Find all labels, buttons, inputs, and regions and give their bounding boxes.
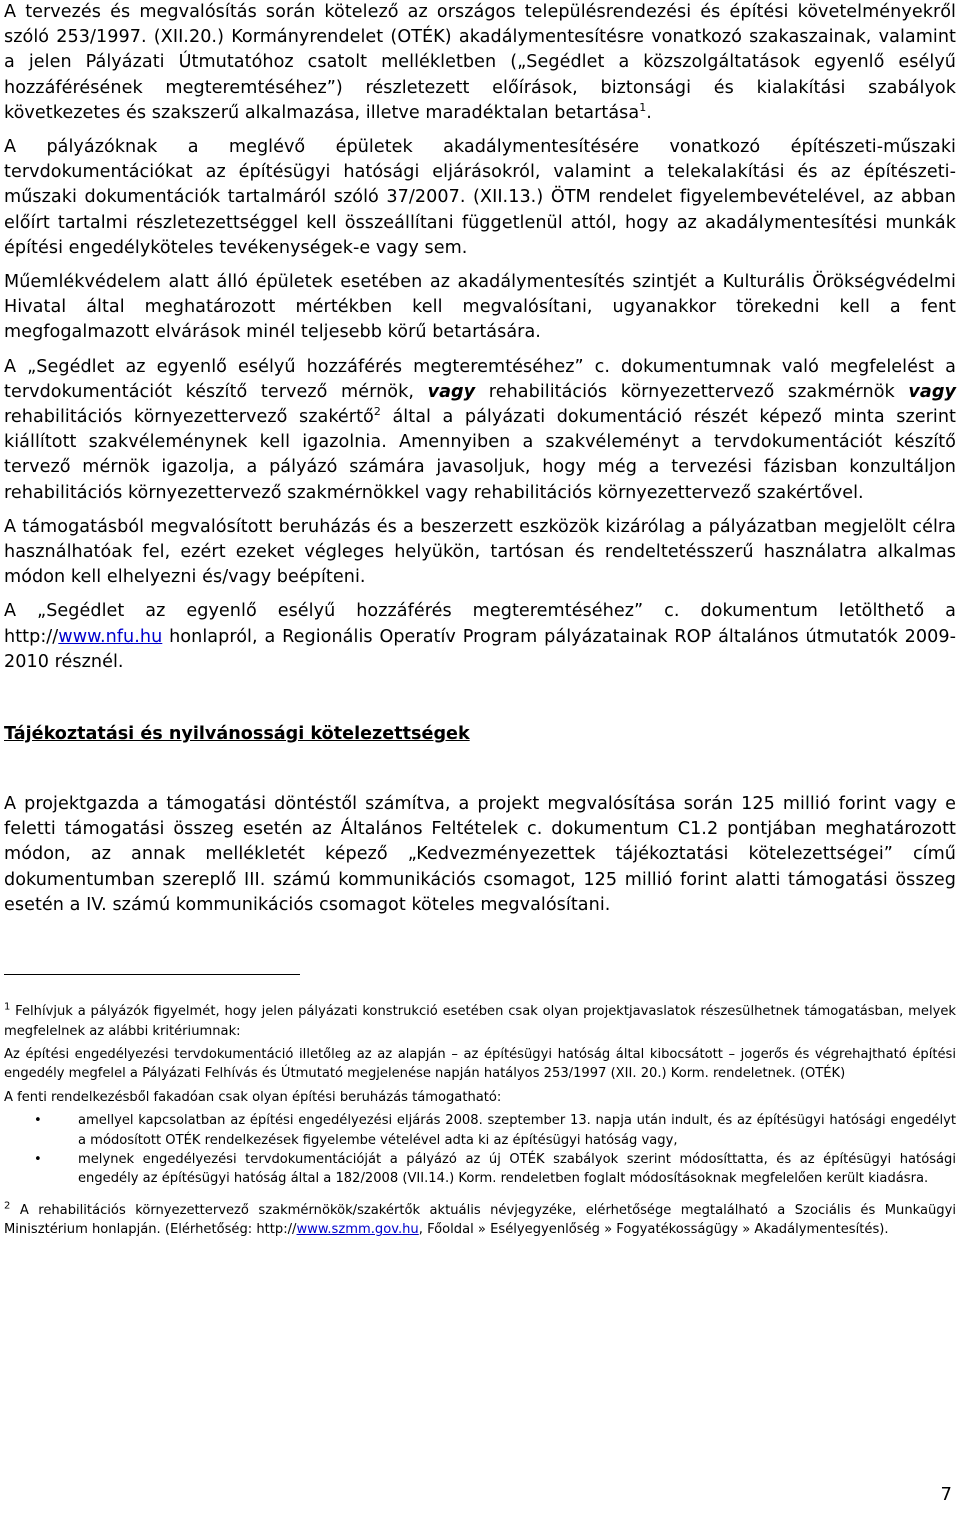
page-number: 7 bbox=[940, 1484, 952, 1505]
list-item bbox=[34, 1150, 956, 1189]
paragraph-text: honlapról, a Regionális Operatív Program pályázatainak ROP általános útmutatók 2009-2010 résznél. bbox=[4, 626, 956, 672]
list-item-text: amellyel kapcsolatban az építési engedélyezési eljárás 2008. szeptember 13. napja után indult, és az építésügyi hatósági engedélyt a módosított OTÉK rendelkezések figyelembe vételével adta ki az építésügyi hatóság vagy, bbox=[78, 1113, 956, 1148]
paragraph-text: A „Segédlet az egyenlő esélyű hozzáférés megteremtéséhez” c. dokumentum letölthető a http:// bbox=[4, 601, 956, 647]
paragraph-guide-compliance bbox=[4, 355, 956, 506]
footnote-1-paragraph-3: A fenti rendelkezésből fakadóan csak olyan építési beruházás támogatható: bbox=[4, 1089, 502, 1105]
footnote-1-paragraph-2: Az építési engedélyezési tervdokumentáció illetőleg az az alapján – az építésügyi hatóság által kibocsátott – jogerős és végrehajtható építési engedély megfelel a Pályázati Felhívás és Útmutató megjelenése napján hatályos 253/1997 (XII. 20.) Korm. rendeletnek. (OTÉK) bbox=[4, 1046, 956, 1082]
bullet-icon: • bbox=[34, 1151, 42, 1167]
document-page bbox=[4, 0, 956, 1240]
paragraph-text: rehabilitációs környezettervező szakmérnök bbox=[475, 381, 909, 402]
paragraph-communication-obligations: A projektgazda a támogatási döntéstől számítva, a projekt megvalósítása során 125 millió forint vagy e feletti támogatási összeg esetén az Általános Feltételek c. dokumentum C1.2 pontjában meghatározott módon, az annak mellékletét képező „Kedvezményezettek tájékoztatási kötelezettségei” című dokumentumban szereplő III. számú kommunikációs csomagot, 125 millió forint alatti támogatási összeg esetén a IV. számú kommunikációs csomagot köteles megvalósítani. bbox=[4, 794, 956, 915]
footnote-1-text: Felhívjuk a pályázók figyelmét, hogy jelen pályázati konstrukció esetében csak olyan projektjavaslatok részesülhetnek támogatásban, melyek megfelelnek az alábbi kritériumnak: bbox=[4, 1004, 956, 1039]
nfu-link[interactable]: www.nfu.hu bbox=[58, 626, 163, 647]
list-item-text: melynek engedélyezési tervdokumentációját a pályázó az új OTÉK szabályok szerint módosíttatta, és az építésügyi hatósági engedély az építésügyi hatóság által a 182/2008 (VII.14.) Korm. rendeletben foglalt módosításoknak megfelelően került kiadásra. bbox=[78, 1151, 956, 1187]
paragraph-investment-usage: A támogatásból megvalósított beruházás és a beszerzett eszközök kizárólag a pályázatban megjelölt célra használhatóak fel, ezért ezeket végleges helyükön, tartósan és rendeltetésszerű használatra alkalmas módon kell elhelyezni és/vagy beépíteni. bbox=[4, 516, 956, 588]
emphasis-vagy: vagy bbox=[427, 381, 476, 402]
paragraph-text-end: . bbox=[646, 102, 652, 123]
paragraph-download-info bbox=[4, 599, 956, 675]
footnote-2-text-end: , Főoldal » Esélyegyenlőség » Fogyatékosságügy » Akadálymentesítés). bbox=[418, 1222, 889, 1238]
paragraph-text: által a pályázati dokumentáció részét képező minta szerint kiállított szakvéleménynek kell igazolnia. Amennyiben a szakvéleményt a tervdokumentációt készítő tervező mérnök igazolja, a pályázó számára javasoljuk, hogy még a tervezési fázisban konzultáljon rehabilitációs környezettervező szakmérnökkel vagy rehabilitációs környezettervező szakértővel. bbox=[4, 407, 956, 503]
paragraph-monument-protection: Műemlékvédelem alatt álló épületek esetében az akadálymentesítés szintjét a Kulturális Örökségvédelmi Hivatal által meghatározott mértékben kell megvalósítani, ugyanakkor törekedni kell a fent megfogalmazott elvárások minél teljesebb körű betartására. bbox=[4, 272, 956, 343]
footnote-2 bbox=[4, 1201, 956, 1240]
footnote-ref-1[interactable]: 1 bbox=[639, 100, 647, 114]
footnote-1-mark: 1 bbox=[4, 1001, 11, 1013]
bullet-icon: • bbox=[34, 1113, 42, 1129]
footnote-2-text: A rehabilitációs környezettervező szakmérnökök/szakértők aktuális névjegyzéke, elérhetősége megtalálható a Szociális és Munkaügyi Minisztérium honlapján. (Elérhetőség: http:// bbox=[4, 1202, 956, 1238]
footnote-1 bbox=[4, 1002, 956, 1041]
footnote-2-mark: 2 bbox=[4, 1200, 11, 1212]
footnote-ref-2[interactable]: 2 bbox=[373, 405, 381, 419]
section-heading: Tájékoztatási és nyilvánossági kötelezettségek bbox=[4, 724, 470, 745]
emphasis-vagy: vagy bbox=[908, 381, 956, 402]
paragraph-text: A tervezés és megvalósítás során kötelező az országos településrendezési és építési követelményekről szóló 253/1997. (XII.20.) Kormányrendelet (OTÉK) akadálymentesítésre vonatkozó szakaszainak, valamint a jelen Pályázati Útmutatóhoz csatolt mellékletben („Segédlet a közszolgáltatások egyenlő esélyű hozzáférésének megteremtéséhez”) részletezett előírások, biztonsági és kialakítási szabályok következetes és szakszerű alkalmazása, illetve maradéktalan betartása bbox=[4, 2, 956, 123]
paragraph-text: A „Segédlet az egyenlő esélyű hozzáférés megteremtéséhez” c. dokumentumnak való megfelelést a tervdokumentációt készítő tervező mérnök, bbox=[4, 356, 956, 402]
paragraph-technical-docs: A pályázóknak a meglévő épületek akadálymentesítésére vonatkozó építészeti-műszaki tervdokumentációkat az építésügyi hatósági eljárásokról, valamint a telekalakítási és az építészeti-műszaki dokumentációk tartalmáról szóló 37/2007. (XII.13.) ÖTM rendelet figyelembevételével, az abban előírt tartalmi részletezettséggel kell összeállítani függetlenül attól, hogy az akadálymentesítési munkák építési engedélyköteles tevékenységek-e vagy sem. bbox=[4, 137, 956, 258]
footnote-1-bullet-list bbox=[4, 1111, 956, 1189]
szmm-link[interactable]: www.szmm.gov.hu bbox=[296, 1222, 419, 1238]
paragraph-otek-requirements bbox=[4, 0, 956, 126]
paragraph-text: rehabilitációs környezettervező szakértő bbox=[4, 407, 374, 428]
list-item bbox=[34, 1111, 956, 1150]
